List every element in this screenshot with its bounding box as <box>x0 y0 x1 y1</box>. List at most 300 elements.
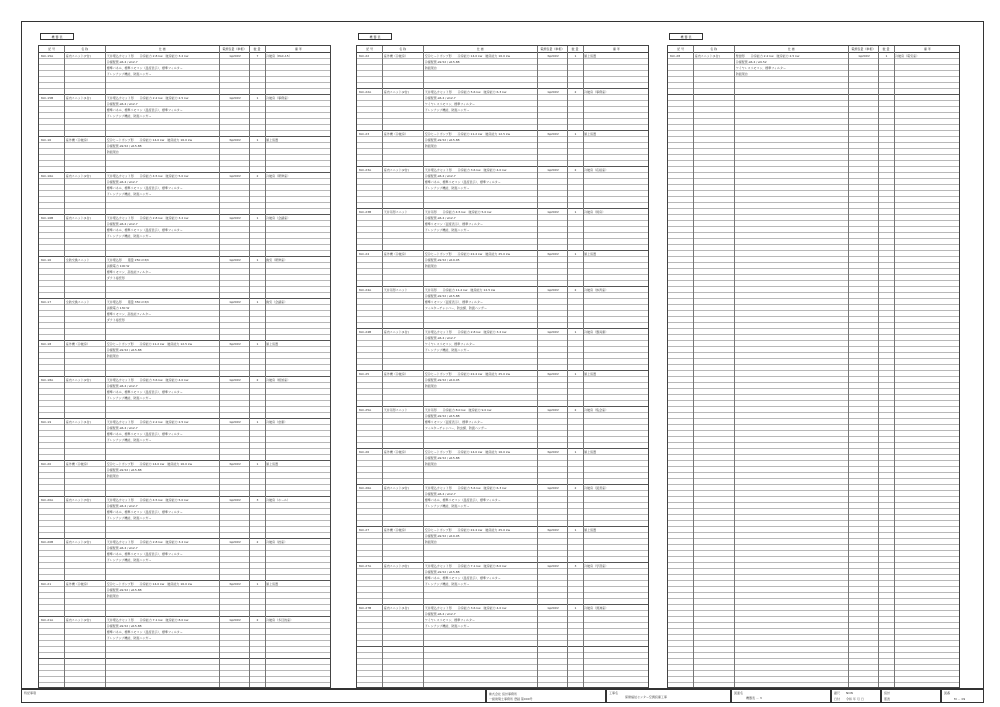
unit-quantity: 1 <box>256 216 259 220</box>
unit-code: PAC-26 <box>358 450 370 454</box>
column-header: 電源容量（単相） <box>222 47 247 51</box>
title-block-text: 一級建築士事務所 登録 第000号 <box>489 697 533 701</box>
unit-quantity: 3 <box>574 564 577 568</box>
panel-title: 機 器 表 <box>358 33 392 40</box>
unit-note: 屋上設置 <box>266 342 279 346</box>
unit-note: 冷暖房（相談室） <box>266 378 291 382</box>
unit-name: 室外機（冷暖房） <box>383 528 408 532</box>
unit-spec-line: 空冷ヒートポンプ形 冷房能力 14.0 kw 暖房能力 16.0 kw <box>424 450 511 454</box>
unit-spec-line: ワイヤレスリモコン、標準フィルター <box>735 66 786 70</box>
unit-spec-line: 防振架台 <box>424 540 437 544</box>
unit-note: 冷暖房（PAC-15） <box>266 54 292 58</box>
unit-power: 3φ200V <box>229 138 241 142</box>
sheet-number-box <box>941 689 984 703</box>
column-header: 電源容量（単相） <box>851 47 876 51</box>
unit-spec-line: 消費電力 130 W <box>106 306 130 310</box>
unit-name: 室外機（冷暖房） <box>383 252 408 256</box>
unit-note: 屋上設置 <box>584 450 597 454</box>
unit-name: 室外機（冷暖房） <box>65 138 90 142</box>
column-divider <box>693 46 694 687</box>
column-divider <box>382 46 383 687</box>
unit-spec-line: 防振架台 <box>106 474 119 478</box>
unit-name: 室外機（冷暖房） <box>383 372 408 376</box>
unit-name: 天井吊形ユニット <box>383 408 408 412</box>
unit-spec-line: 冷媒配管 ø9.52 / ø19.05 <box>424 378 460 382</box>
unit-quantity: 1 <box>574 528 577 532</box>
column-divider <box>105 46 106 687</box>
column-divider <box>265 46 266 687</box>
unit-spec-line: 天井埋込カセット形 冷房能力 3.6 kw 暖房能力 4.0 kw <box>106 378 189 382</box>
unit-spec-line: 防振架台 <box>106 354 119 358</box>
column-header: 名 称 <box>399 47 407 51</box>
unit-spec-line: 冷媒配管 ø9.52 / ø15.88 <box>106 624 142 628</box>
unit-name: 室内ユニット(2台) <box>65 540 91 544</box>
unit-spec-line: ドレンアップ機能、防振ハンガー <box>106 114 152 118</box>
unit-spec-line: ドレンアップ機能、防振ハンガー <box>424 348 470 352</box>
unit-name: 室内ユニット(3台) <box>65 498 91 502</box>
column-header: 仕 様 <box>476 47 484 51</box>
unit-name: 室内ユニット(1台) <box>383 330 409 334</box>
column-header: 数 量 <box>253 47 261 51</box>
unit-spec-line: ドレンアップ機能、防振ハンガー <box>106 234 152 238</box>
title-block-text: 機器表 － 3 <box>746 696 762 700</box>
unit-name: 室内ユニット(1台) <box>65 420 91 424</box>
unit-code: PAC-22 <box>358 54 370 58</box>
unit-spec-line: 標準パネル、標準リモコン（温度表示）、標準フィルター <box>106 108 183 112</box>
unit-note: 屋上設置 <box>584 252 597 256</box>
unit-code: PAC-27A <box>358 564 372 568</box>
unit-code: PAC-24B <box>358 330 372 334</box>
equipment-table <box>667 45 960 688</box>
unit-spec-line: 天井埋込カセット形 冷房能力 3.6 kw 暖房能力 4.0 kw <box>424 606 507 610</box>
unit-code: PAC-15B <box>40 96 54 100</box>
unit-code: PAC-20B <box>40 540 54 544</box>
unit-note: 冷暖房（事務室） <box>584 90 609 94</box>
unit-spec-line: 冷媒配管 ø9.52 / ø19.05 <box>424 258 460 262</box>
unit-spec-line: 防振架台 <box>424 462 437 466</box>
unit-spec-line: 空冷ヒートポンプ形 冷房能力 11.2 kw 暖房能力 12.5 kw <box>424 132 511 136</box>
unit-spec-line: 標準パネル、標準リモコン（温度表示）、標準フィルター <box>106 510 183 514</box>
unit-spec-line: 冷媒配管 ø9.52 / ø15.88 <box>106 348 142 352</box>
unit-code: PAC-20A <box>40 498 54 502</box>
unit-spec-line: フィルターチャンバー、防虫網、防振ハンガー <box>424 306 487 310</box>
unit-spec-line: 天井埋込カセット形 冷房能力 2.8 kw 暖房能力 3.2 kw <box>106 540 189 544</box>
unit-spec-line: 冷媒配管 ø6.4 / ø12.7 <box>424 216 456 220</box>
unit-spec-line: 冷媒配管 ø6.4 / ø12.7 <box>424 612 456 616</box>
table-row <box>668 683 959 688</box>
unit-note: 屋上設置 <box>266 582 279 586</box>
drawing-box <box>731 689 831 703</box>
unit-power: 1φ200V <box>547 168 559 172</box>
title-block-text: 図面名 <box>734 691 744 695</box>
unit-spec-line: 冷媒配管 ø9.52 / ø15.88 <box>106 588 142 592</box>
unit-power: 3φ200V <box>229 582 241 586</box>
unit-spec-line: ワイヤレスリモコン、標準フィルター <box>424 102 475 106</box>
unit-spec-line: 天井吊形 冷房能力 11.2 kw 暖房能力 12.5 kw <box>424 288 496 292</box>
unit-power: 1φ200V <box>229 378 241 382</box>
unit-code: PAC-21A <box>40 618 54 622</box>
unit-name: 天井吊形ユニット <box>383 288 408 292</box>
unit-spec-line: 天井埋込カセット形 冷房能力 7.1 kw 暖房能力 8.0 kw <box>106 618 189 622</box>
unit-code: PAC-17 <box>40 300 52 304</box>
unit-spec-line: 天井埋込カセット形 冷房能力 2.8 kw 暖房能力 3.2 kw <box>424 330 507 334</box>
unit-power: 1φ200V <box>547 288 559 292</box>
unit-quantity: 1 <box>574 330 577 334</box>
unit-spec-line: ドレンアップ機能、防振ハンガー <box>106 192 152 196</box>
unit-note: 冷暖房（控室） <box>266 540 288 544</box>
column-divider <box>567 46 568 687</box>
unit-code: PAC-23B <box>358 210 372 214</box>
unit-note: 冷暖房（応接室） <box>584 168 609 172</box>
unit-spec-line: 冷媒配管 ø6.4 / ø12.7 <box>106 222 138 226</box>
unit-spec-line: 空冷ヒートポンプ形 冷房能力 11.2 kw 暖房能力 12.5 kw <box>106 342 193 346</box>
unit-spec-line: 冷媒配管 ø6.4 / ø12.7 <box>106 546 138 550</box>
project-box <box>606 689 731 703</box>
column-divider <box>583 46 584 687</box>
unit-quantity: 1 <box>574 54 577 58</box>
unit-spec-line: 冷媒配管 ø6.4 / ø12.7 <box>106 504 138 508</box>
unit-quantity: 2 <box>256 174 259 178</box>
unit-name: 室内ユニット(1台) <box>65 96 91 100</box>
unit-note: 屋上設置 <box>584 528 597 532</box>
unit-note: 換気（会議室） <box>266 300 288 304</box>
unit-power: 1φ200V <box>547 330 559 334</box>
title-block-text: 工事名 <box>609 691 619 695</box>
unit-name: 室内ユニット(2台) <box>383 486 409 490</box>
column-header: 記 号 <box>366 47 374 51</box>
unit-spec-line: 冷媒配管 ø9.52 / ø15.88 <box>106 468 142 472</box>
unit-note: 冷暖房（電気室） <box>895 54 920 58</box>
unit-spec-line: 天井埋込カセット形 冷房能力 3.6 kw 暖房能力 4.0 kw <box>424 168 507 172</box>
unit-spec-line: 天井埋込カセット形 冷房能力 2.2 kw 暖房能力 2.5 kw <box>106 420 189 424</box>
unit-quantity: 2 <box>256 378 259 382</box>
unit-quantity: 7 <box>256 54 259 58</box>
unit-code: PAC-15A <box>40 54 54 58</box>
unit-power: 3φ200V <box>547 528 559 532</box>
column-header: 記 号 <box>677 47 685 51</box>
unit-note: 冷暖房（多目的室） <box>266 618 294 622</box>
unit-spec-line: 冷媒配管 ø6.4 / ø12.7 <box>106 384 138 388</box>
unit-spec-line: ドレンアップ機能、防振ハンガー <box>106 636 152 640</box>
unit-spec-line: 空冷ヒートポンプ形 冷房能力 22.4 kw 暖房能力 25.0 kw <box>424 372 511 376</box>
unit-code: PAC-22A <box>358 90 372 94</box>
unit-quantity: 1 <box>256 342 259 346</box>
title-block-text: M － 09 <box>954 697 966 701</box>
unit-quantity: 3 <box>256 498 259 502</box>
title-block-text: 保健福祉センター空調設備工事 <box>625 695 667 699</box>
unit-name: 室内ユニット(2台) <box>65 618 91 622</box>
unit-quantity: 1 <box>574 210 577 214</box>
unit-name: 室内ユニット(1台) <box>383 606 409 610</box>
unit-spec-line: 天井埋込カセット形 冷房能力 5.6 kw 暖房能力 6.3 kw <box>424 486 507 490</box>
unit-power: 1φ200V <box>229 540 241 544</box>
table-header <box>39 46 330 53</box>
column-header: 名 称 <box>81 47 89 51</box>
title-block-text: 照査 <box>884 697 891 701</box>
unit-power: 3φ200V <box>547 54 559 58</box>
unit-note: 冷暖房（会議室） <box>266 216 291 220</box>
unit-spec-line: ドレンアップ機能、防振ハンガー <box>424 186 470 190</box>
unit-spec-line: 防振架台 <box>735 72 748 76</box>
title-block-text: 令和 年 月 日 <box>846 697 864 701</box>
unit-spec-line: フィルターチャンバー、防虫網、防振ハンガー <box>424 426 487 430</box>
unit-name: 室内ユニット(2台) <box>65 174 91 178</box>
unit-spec-line: 冷媒配管 ø6.4 / ø12.7 <box>106 426 138 430</box>
unit-name: 室外機（冷暖房） <box>65 462 90 466</box>
unit-spec-line: 標準リモコン、高性能フィルター <box>106 270 152 274</box>
unit-spec-line: 標準リモコン、高性能フィルター <box>106 312 152 316</box>
unit-spec-line: ダクト接続形 <box>106 318 125 322</box>
unit-note: 冷暖房（研修室） <box>266 174 291 178</box>
unit-name: 室外機（冷暖房） <box>65 582 90 586</box>
table-header <box>668 46 959 53</box>
unit-spec-line: 冷媒配管 ø9.52 / ø15.88 <box>424 414 460 418</box>
unit-quantity: 2 <box>256 540 259 544</box>
unit-name: 天井吊形ユニット <box>383 210 408 214</box>
unit-power: 1φ200V <box>547 564 559 568</box>
unit-spec-line: ドレンアップ機能、防振ハンガー <box>424 504 470 508</box>
unit-note: 屋上設置 <box>266 462 279 466</box>
unit-spec-line: 天井埋込カセット形 冷房能力 2.2 kw 暖房能力 2.5 kw <box>106 96 189 100</box>
unit-spec-line: 標準パネル、標準リモコン（温度表示）、標準フィルター <box>424 576 501 580</box>
column-divider <box>734 46 735 687</box>
remarks-box <box>21 689 486 703</box>
column-header: 名 称 <box>710 47 718 51</box>
unit-power: 3φ200V <box>547 372 559 376</box>
unit-spec-line: ワイヤレスリモコン、標準フィルター <box>424 618 475 622</box>
unit-quantity: 2 <box>574 168 577 172</box>
table-row <box>357 683 648 688</box>
unit-quantity: 2 <box>574 90 577 94</box>
unit-spec-line: 冷媒配管 ø6.4 / ø12.7 <box>424 336 456 340</box>
unit-spec-line: 冷媒配管 ø9.52 / ø15.88 <box>424 60 460 64</box>
unit-power: 1φ200V <box>229 498 241 502</box>
unit-quantity: 2 <box>574 288 577 292</box>
unit-power: 1φ200V <box>229 216 241 220</box>
unit-code: PAC-19 <box>40 420 52 424</box>
unit-spec-line: 冷媒配管 ø6.4 / ø12.7 <box>106 60 138 64</box>
column-header: 記 号 <box>48 47 56 51</box>
title-block-text: NON <box>846 691 853 695</box>
unit-spec-line: 空冷ヒートポンプ形 冷房能力 22.4 kw 暖房能力 25.0 kw <box>424 252 511 256</box>
unit-spec-line: 防振架台 <box>106 150 119 154</box>
unit-spec-line: ドレンアップ機能、防振ハンガー <box>106 516 152 520</box>
unit-spec-line: 壁掛形 冷房能力 2.2 kw 暖房能力 2.5 kw <box>735 54 800 58</box>
unit-spec-line: 防振架台 <box>424 66 437 70</box>
unit-spec-line: ドレンアップ機能、防振ハンガー <box>106 438 152 442</box>
unit-code: PAC-18 <box>40 342 52 346</box>
unit-spec-line: 標準パネル、標準リモコン（温度表示）、標準フィルター <box>106 390 183 394</box>
unit-power: 1φ200V <box>229 258 241 262</box>
column-divider <box>219 46 220 687</box>
unit-spec-line: 冷媒配管 ø9.52 / ø15.88 <box>424 294 460 298</box>
title-block-text: 日付 <box>834 697 841 701</box>
unit-power: 1φ200V <box>547 408 559 412</box>
title-block-text: 図番 <box>944 691 951 695</box>
unit-spec-line: ドレンアップ機能、防振ハンガー <box>106 396 152 400</box>
unit-power: 3φ200V <box>547 132 559 136</box>
unit-code: PAC-16 <box>40 258 52 262</box>
equipment-table <box>38 45 331 688</box>
column-divider <box>249 46 250 687</box>
unit-code: PAC-23A <box>358 168 372 172</box>
unit-note: 冷暖房（図書室） <box>584 486 609 490</box>
unit-quantity: 1 <box>574 372 577 376</box>
unit-name: 全熱交換ユニット <box>65 300 90 304</box>
unit-code: PAC-27 <box>358 528 370 532</box>
unit-quantity: 1 <box>574 252 577 256</box>
equipment-table <box>356 45 649 688</box>
unit-spec-line: ドレンアップ機能、防振ハンガー <box>424 108 470 112</box>
unit-spec-line: 標準パネル、標準リモコン（温度表示）、標準フィルター <box>424 180 501 184</box>
unit-power: 1φ200V <box>858 54 870 58</box>
unit-spec-line: 標準パネル、標準リモコン（温度表示）、標準フィルター <box>106 228 183 232</box>
unit-spec-line: 天井埋込カセット形 冷房能力 7.1 kw 暖房能力 8.0 kw <box>424 564 507 568</box>
column-divider <box>894 46 895 687</box>
unit-spec-line: ドレンアップ機能、防振ハンガー <box>106 72 152 76</box>
unit-spec-line: 冷媒配管 ø6.4 / ø9.52 <box>735 60 767 64</box>
unit-spec-line: 天井埋込カセット形 冷房能力 4.5 kw 暖房能力 5.0 kw <box>106 498 189 502</box>
unit-quantity: 1 <box>885 54 888 58</box>
unit-power: 1φ200V <box>229 420 241 424</box>
unit-code: PAC-18A <box>40 378 54 382</box>
table-row <box>39 683 330 688</box>
unit-power: 3φ200V <box>547 450 559 454</box>
unit-spec-line: ドレンアップ機能、防振ハンガー <box>424 582 470 586</box>
column-divider <box>64 46 65 687</box>
unit-power: 1φ200V <box>547 210 559 214</box>
unit-spec-line: 冷媒配管 ø6.4 / ø12.7 <box>424 492 456 496</box>
unit-quantity: 1 <box>256 420 259 424</box>
panel-title: 機 器 表 <box>40 33 74 40</box>
panel-title: 機 器 表 <box>669 33 703 40</box>
unit-note: 冷暖房（事務室） <box>266 96 291 100</box>
scale-box <box>831 689 881 703</box>
unit-code: PAC-23 <box>358 132 370 136</box>
unit-name: 室外機（冷暖房） <box>65 342 90 346</box>
unit-name: 室内ユニット(3台) <box>383 564 409 568</box>
unit-spec-line: 冷媒配管 ø6.4 / ø12.7 <box>106 180 138 184</box>
unit-note: 冷暖房（器具庫） <box>584 330 609 334</box>
unit-quantity: 1 <box>256 258 259 262</box>
unit-spec-line: 冷媒配管 ø9.52 / ø15.88 <box>424 138 460 142</box>
unit-spec-line: 標準リモコン（温度表示）、標準フィルター <box>424 300 483 304</box>
unit-spec-line: 空冷ヒートポンプ形 冷房能力 22.4 kw 暖房能力 25.0 kw <box>424 528 511 532</box>
column-header: 仕 様 <box>787 47 795 51</box>
unit-name: 室内ユニット(7台) <box>65 54 91 58</box>
unit-quantity: 1 <box>574 132 577 136</box>
unit-name: 室外機（冷暖房） <box>383 54 408 58</box>
unit-code: PAC-21 <box>40 582 52 586</box>
column-divider <box>537 46 538 687</box>
unit-name: 室外機（冷暖房） <box>383 132 408 136</box>
unit-power: 1φ200V <box>229 174 241 178</box>
unit-note: 冷暖房（湯沸室） <box>584 606 609 610</box>
unit-spec-line: 天井吊形 冷房能力 8.0 kw 暖房能力 9.0 kw <box>424 408 492 412</box>
unit-spec-line: 空冷ヒートポンプ形 冷房能力 14.0 kw 暖房能力 16.0 kw <box>106 462 193 466</box>
column-header: 電源容量（単相） <box>540 47 565 51</box>
unit-spec-line: 冷媒配管 ø9.52 / ø19.05 <box>424 534 460 538</box>
unit-code: PAC-20 <box>40 462 52 466</box>
unit-spec-line: 標準パネル、標準リモコン（温度表示）、標準フィルター <box>424 498 501 502</box>
title-block-text: 設計 <box>884 691 891 695</box>
unit-name: 室内ユニット(2台) <box>383 90 409 94</box>
company-box <box>486 689 606 703</box>
unit-code: PAC-24A <box>358 288 372 292</box>
unit-name: 室内ユニット(2台) <box>383 168 409 172</box>
unit-note: 屋上設置 <box>266 138 279 142</box>
unit-quantity: 1 <box>256 96 259 100</box>
column-divider <box>848 46 849 687</box>
unit-spec-line: ドレンアップ機能、防振ハンガー <box>424 624 470 628</box>
unit-spec-line: 防振架台 <box>424 264 437 268</box>
unit-spec-line: 標準パネル、標準リモコン（温度表示）、標準フィルター <box>106 432 183 436</box>
unit-spec-line: 天井埋込形 風量 250 m3/h <box>106 258 150 262</box>
unit-spec-line: 冷媒配管 ø9.52 / ø15.88 <box>106 144 142 148</box>
column-header: 備 考 <box>294 47 302 51</box>
unit-spec-line: 冷媒配管 ø6.4 / ø12.7 <box>424 174 456 178</box>
unit-spec-line: ドレンアップ機能、防振ハンガー <box>106 558 152 562</box>
unit-note: 屋上設置 <box>584 54 597 58</box>
unit-name: 室内ユニット(1台) <box>65 216 91 220</box>
unit-spec-line: 標準パネル、標準リモコン（温度表示）、標準フィルター <box>106 552 183 556</box>
unit-spec-line: 冷媒配管 ø6.4 / ø12.7 <box>424 96 456 100</box>
column-header: 備 考 <box>612 47 620 51</box>
unit-note: 冷暖房（倉庫） <box>266 420 288 424</box>
column-header: 仕 様 <box>158 47 166 51</box>
unit-spec-line: 標準リモコン（温度表示）、標準フィルター <box>424 420 483 424</box>
unit-spec-line: 天井埋込カセット形 冷房能力 2.8 kw 暖房能力 3.2 kw <box>106 54 189 58</box>
unit-quantity: 1 <box>256 462 259 466</box>
title-block-text: 株式会社 設計事務所 <box>489 692 517 696</box>
unit-spec-line: 天井埋込カセット形 冷房能力 4.5 kw 暖房能力 5.0 kw <box>106 174 189 178</box>
unit-spec-line: 天井埋込カセット形 冷房能力 2.8 kw 暖房能力 3.2 kw <box>106 216 189 220</box>
unit-spec-line: 標準パネル、標準リモコン（温度表示）、標準フィルター <box>106 186 183 190</box>
unit-power: 1φ200V <box>229 618 241 622</box>
column-header: 数 量 <box>571 47 579 51</box>
unit-quantity: 1 <box>256 582 259 586</box>
column-header: 数 量 <box>882 47 890 51</box>
title-block-text: 特記事項 <box>24 691 37 695</box>
unit-note: 冷暖房（学習室） <box>584 564 609 568</box>
unit-note: 冷暖房（厨房） <box>584 210 606 214</box>
unit-power: 1φ200V <box>229 54 241 58</box>
table-header <box>357 46 648 53</box>
unit-spec-line: 天井埋込形 風量 350 m3/h <box>106 300 150 304</box>
unit-code: PAC-16B <box>40 216 54 220</box>
unit-spec-line: ワイヤレスリモコン、標準フィルター <box>424 342 475 346</box>
unit-note: 屋上設置 <box>584 372 597 376</box>
unit-code: PAC-16 <box>40 138 52 142</box>
unit-name: 室内ユニット(1台) <box>694 54 720 58</box>
staff-box <box>881 689 941 703</box>
unit-spec-line: 天井埋込カセット形 冷房能力 5.6 kw 暖房能力 6.3 kw <box>424 90 507 94</box>
unit-spec-line: 防振架台 <box>424 384 437 388</box>
unit-spec-line: 防振架台 <box>106 594 119 598</box>
unit-power: 1φ200V <box>229 300 241 304</box>
unit-power: 1φ200V <box>547 90 559 94</box>
unit-spec-line: ドレンアップ機能、防振ハンガー <box>424 228 470 232</box>
unit-note: 冷暖房（体育室） <box>584 288 609 292</box>
unit-spec-line: 標準パネル、標準リモコン（温度表示）、標準フィルター <box>106 66 183 70</box>
unit-quantity: 1 <box>574 450 577 454</box>
unit-quantity: 1 <box>574 606 577 610</box>
unit-code: PAC-24 <box>358 252 370 256</box>
unit-spec-line: 標準リモコン（温度表示）、標準フィルター <box>424 222 483 226</box>
unit-name: 室内ユニット(2台) <box>65 378 91 382</box>
unit-power: 1φ200V <box>547 606 559 610</box>
unit-spec-line: 冷媒配管 ø9.52 / ø15.88 <box>424 456 460 460</box>
